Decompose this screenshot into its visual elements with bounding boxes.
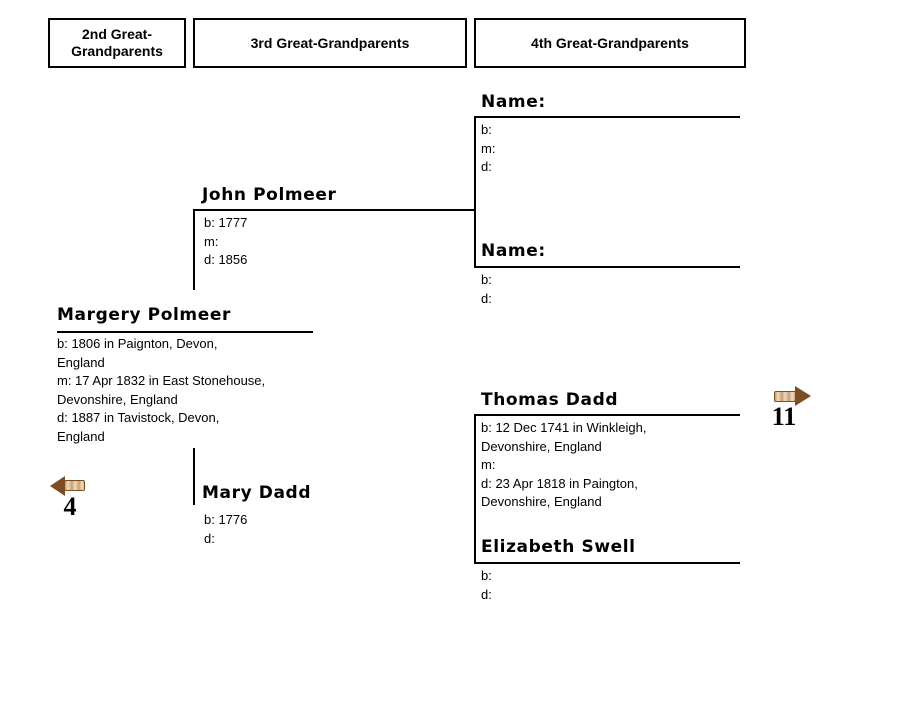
bracket-line-top-right-pair — [474, 116, 476, 268]
birth-fact: b: 12 Dec 1741 in Winkleigh, — [481, 420, 647, 435]
death-fact: d: 1856 — [204, 252, 248, 267]
bracket-line-john-mary-upper — [193, 209, 195, 290]
person-name-mary-dadd: Mary Dadd — [202, 483, 312, 503]
death-fact: d: — [481, 586, 492, 602]
generation-header-label: 2nd Great-Grandparents — [71, 26, 163, 59]
death-fact: d: — [481, 159, 492, 174]
person-details-elizabeth-swell — [481, 567, 492, 604]
birth-fact-continued: England — [57, 354, 105, 370]
rule-under-elizabeth-swell — [474, 562, 740, 564]
birth-fact: b: 1776 — [204, 512, 248, 527]
birth-fact: b: — [481, 122, 492, 137]
death-fact-continued: England — [57, 428, 105, 444]
rule-under-john-polmeer — [193, 209, 476, 211]
rule-under-unknown-father — [474, 116, 740, 118]
forward-page-number: 11 — [771, 402, 797, 431]
left-arrow-tail — [64, 480, 85, 491]
death-fact: d: — [204, 530, 215, 546]
marriage-fact: m: — [481, 140, 496, 156]
death-fact: d: — [481, 290, 492, 306]
rule-under-margery-polmeer — [57, 331, 313, 333]
generation-header-4th-great-grandparents — [474, 18, 746, 68]
person-details-unknown-mother — [481, 271, 492, 308]
person-name-unknown-father: Name: — [481, 92, 546, 112]
right-arrow-tail — [774, 391, 796, 402]
birth-fact: b: 1777 — [204, 215, 248, 230]
person-details-unknown-father — [481, 121, 495, 177]
marriage-fact: m: 17 Apr 1832 in East Stonehouse, — [57, 373, 266, 388]
birth-fact: b: — [481, 568, 492, 583]
death-fact: d: 1887 in Tavistock, Devon, — [57, 410, 220, 425]
birth-fact-continued: Devonshire, England — [481, 438, 602, 454]
generation-header-label: 4th Great-Grandparents — [531, 34, 689, 51]
person-details-john-polmeer — [204, 214, 247, 270]
bracket-line-john-mary-lower — [193, 448, 195, 505]
marriage-fact: m: — [481, 457, 496, 472]
person-name-john-polmeer: John Polmeer — [202, 185, 337, 205]
generation-header-label: 3rd Great-Grandparents — [250, 34, 410, 51]
death-fact: d: 23 Apr 1818 in Paington, — [481, 475, 638, 491]
marriage-fact-continued: Devonshire, England — [57, 391, 178, 407]
birth-fact: b: — [481, 272, 492, 287]
generation-header-2nd-great-grandparents — [48, 18, 186, 68]
rule-under-thomas-dadd — [474, 414, 740, 416]
death-fact-continued: Devonshire, England — [481, 494, 602, 509]
person-name-unknown-mother: Name: — [481, 241, 546, 261]
generation-header-3rd-great-grandparents — [193, 18, 467, 68]
back-page-number: 4 — [63, 492, 77, 521]
marriage-fact: m: — [204, 233, 219, 249]
person-details-thomas-dadd — [481, 419, 646, 512]
bracket-line-thomas-elizabeth-pair — [474, 414, 476, 564]
person-name-thomas-dadd: Thomas Dadd — [481, 390, 619, 410]
person-name-margery-polmeer: Margery Polmeer — [57, 305, 231, 325]
birth-fact: b: 1806 in Paignton, Devon, — [57, 336, 218, 351]
person-name-elizabeth-swell: Elizabeth Swell — [481, 537, 636, 557]
person-details-mary-dadd — [204, 511, 247, 548]
rule-under-unknown-mother — [474, 266, 740, 268]
person-details-margery-polmeer — [57, 335, 265, 446]
